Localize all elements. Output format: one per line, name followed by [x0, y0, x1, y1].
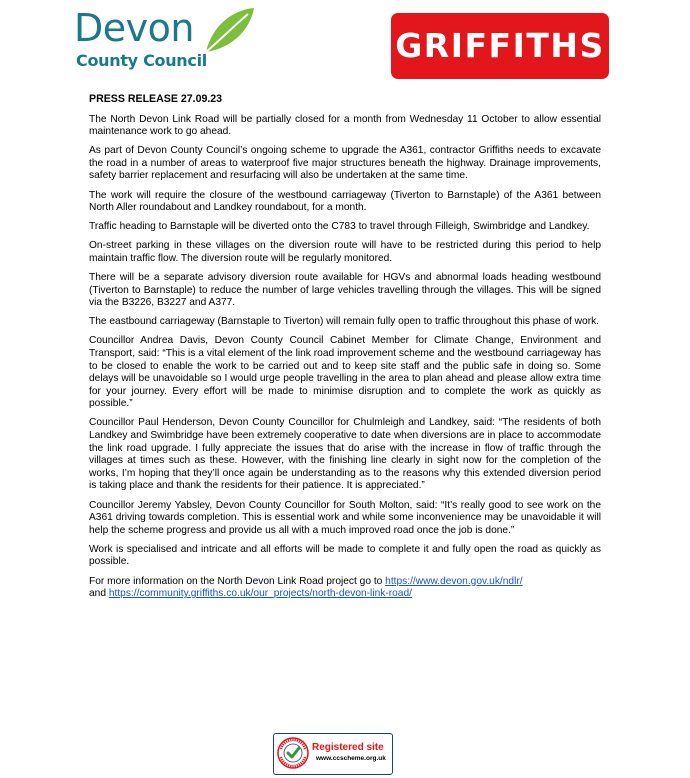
leaf-icon: [202, 6, 256, 56]
considerate-constructors-badge: [273, 733, 393, 775]
devon-ndlr-link[interactable]: https://www.devon.gov.uk/ndlr/: [385, 575, 523, 587]
paragraph: On-street parking in these villages on the diversion route will have to be restricted during this period to help maintain traffic flow. The diversion route will be regularly monitored.: [89, 240, 601, 264]
paragraph: Traffic heading to Barnstaple will be diverted onto the C783 to travel through Filleigh, Swimbridge and Landkey.: [89, 221, 590, 233]
paragraph: Work is specialised and intricate and all efforts will be made to complete it and fully open the road as quickly as possible.: [89, 543, 601, 568]
press-release-title: PRESS RELEASE 27.09.23: [89, 93, 223, 105]
paragraph: As part of Devon County Council’s ongoing scheme to upgrade the A361, contractor Griffiths needs to excavate the road in a number of areas to waterproof five major structures beneath the highway. Drainage improvements, safety barrier replacement and resurfacing will also be undertaken at the same time.: [89, 145, 601, 182]
griffiths-logo-text: GRIFFITHS: [395, 26, 605, 65]
devon-logo-name: Devon: [74, 6, 194, 50]
and-text: and: [89, 588, 106, 600]
paragraph: There will be a separate advisory diversion route available for HGVs and abnormal loads heading westbound (Tiverton to Barnstaple) to reduce the number of large vehicles travelling through the villages. This will be signed via the B3226, B3227 and A377.: [89, 272, 601, 309]
griffiths-project-link[interactable]: https://community.griffiths.co.uk/our_projects/north-devon-link-road/: [108, 588, 412, 600]
paragraph: The eastbound carriageway (Barnstaple to Tiverton) will remain fully open to traffic throughout this phase of work.: [89, 316, 600, 328]
paragraph: Councillor Jeremy Yabsley, Devon County Councillor for South Molton, said: “It’s really good to see work on the A361 driving towards completion. This is essential work and while some inconvenience may be unavoidable it will help the scheme progress and provide us all with a much improved road once the job is done.”: [89, 499, 601, 536]
press-release-body: [89, 93, 601, 607]
badge-url: www.ccscheme.org.uk: [316, 755, 386, 762]
devon-logo-subtitle: County Council: [76, 51, 207, 70]
paragraph: The work will require the closure of the westbound carriageway (Tiverton to Barnstaple) of the A361 between North Aller roundabout and Landkey roundabout, for a month.: [89, 189, 601, 214]
more-info-text: For more information on the North Devon Link Road project go to: [89, 575, 386, 587]
considerate-constructors-seal-icon: [277, 737, 309, 769]
more-info-paragraph: [89, 576, 601, 601]
badge-title: Registered site: [312, 742, 384, 753]
griffiths-logo: [391, 13, 609, 79]
header: [0, 0, 690, 80]
devon-county-council-logo: [74, 8, 254, 74]
paragraph: Councillor Paul Henderson, Devon County Councillor for Chulmleigh and Landkey, said: “The residents of both Landkey and Swimbridge have been extremely cooperative to date when diversions are in place to accommodate the link road upgrade. I fully appreciate the issues that do arise with the increase in flow of traffic through the villages at times such as these. However, with the finishing line clearly in sight now for the completion of the works, I’m hoping that they’ll once again be understanding as to the reasons why this extended diversion period is taking place and thank the residents for their patience. It is appreciated.”: [89, 417, 601, 492]
paragraph: The North Devon Link Road will be partially closed for a month from Wednesday 11 October to allow essential maintenance work to go ahead.: [89, 113, 601, 138]
paragraph: Councillor Andrea Davis, Devon County Council Cabinet Member for Climate Change, Environment and Transport, said: “This is a vital element of the link road improvement scheme and the westbound carriageway has to be closed to enable the work to be carried out and to keep site staff and the public safe in doing so. Some delays will be unavoidable so I would urge people travelling in the area to plan ahead and please allow extra time for your journey. Every effort will be made to minimise disruption and to complete the work as quickly as possible.”: [89, 335, 601, 410]
